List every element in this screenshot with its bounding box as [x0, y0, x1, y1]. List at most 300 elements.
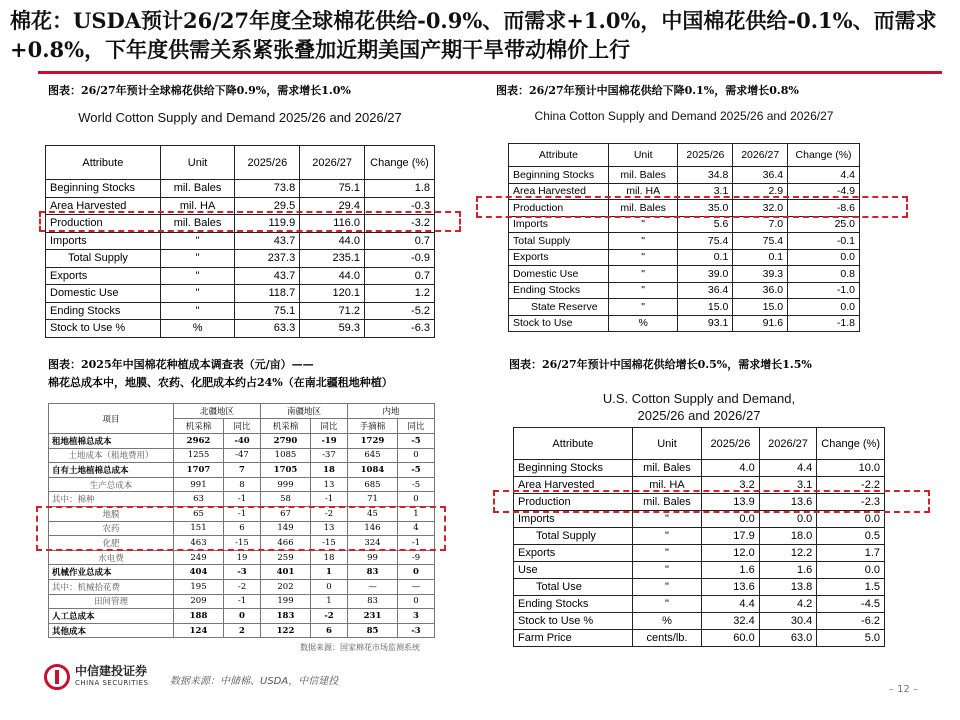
row-unit: mil. Bales	[632, 494, 701, 511]
cost-value: 6	[311, 623, 348, 638]
value-2025-26: 13.9	[702, 494, 760, 511]
cost-value: 0	[224, 609, 261, 624]
cost-subheader: 手摘棉	[347, 419, 397, 434]
world-production-highlight	[39, 211, 461, 232]
cost-value: 199	[260, 594, 310, 609]
cost-value: -40	[224, 434, 261, 449]
row-unit: "	[608, 249, 678, 266]
value-change: -2.2	[817, 477, 885, 494]
value-change: -3.2	[364, 215, 434, 233]
value-change: 1.8	[364, 180, 434, 198]
cost-value: 1	[398, 506, 435, 521]
value-change: -0.9	[364, 250, 434, 268]
row-unit: "	[632, 596, 701, 613]
row-unit: "	[632, 579, 701, 596]
cost-value: 45	[347, 506, 397, 521]
row-unit: "	[608, 282, 678, 299]
cost-value: 1255	[174, 448, 224, 463]
row-attribute: Imports	[514, 511, 633, 528]
us-table-title	[513, 390, 885, 424]
row-unit: mil. Bales	[160, 215, 235, 233]
row-unit: "	[608, 299, 678, 316]
row-attribute: Ending Stocks	[514, 596, 633, 613]
table-row	[49, 565, 435, 580]
cost-value: 2	[224, 623, 261, 638]
table-row	[514, 511, 885, 528]
value-2026-27: 75.1	[300, 180, 365, 198]
cost-value: 202	[260, 579, 310, 594]
table-row	[46, 232, 435, 250]
cost-subheader: 同比	[398, 419, 435, 434]
row-unit: mil. HA	[608, 183, 678, 200]
value-2025-26: 75.4	[678, 233, 733, 250]
table-row	[46, 180, 435, 198]
cost-value: -1	[398, 536, 435, 551]
row-unit: "	[608, 216, 678, 233]
cost-value: 1085	[260, 448, 310, 463]
column-header: 2025/26	[678, 144, 733, 167]
cost-value: 18	[311, 550, 348, 565]
row-attribute: Exports	[46, 267, 161, 285]
column-header: Change (%)	[788, 144, 860, 167]
cost-subheader: 同比	[311, 419, 348, 434]
column-header: Unit	[632, 428, 701, 460]
table-row	[49, 550, 435, 565]
cost-value: 4	[398, 521, 435, 536]
column-header: Attribute	[509, 144, 609, 167]
value-2025-26: 43.7	[235, 232, 300, 250]
cost-value: 463	[174, 536, 224, 551]
cost-value: 1705	[260, 463, 310, 478]
cost-row-label: 其中：棉种	[49, 492, 174, 507]
cost-value: 0	[398, 594, 435, 609]
value-2025-26: 3.1	[678, 183, 733, 200]
row-attribute: Domestic Use	[509, 266, 609, 283]
cost-value: 1707	[174, 463, 224, 478]
row-unit: %	[160, 320, 235, 338]
table-row	[514, 562, 885, 579]
value-2026-27: 36.0	[733, 282, 788, 299]
cost-value: 99	[347, 550, 397, 565]
row-attribute: Stock to Use %	[514, 613, 633, 630]
table-row	[46, 267, 435, 285]
cost-value: 63	[174, 492, 224, 507]
cost-value: 1729	[347, 434, 397, 449]
world-caption: 图表：26/27年预计全球棉花供给下降0.9%，需求增长1.0%	[48, 84, 351, 97]
row-unit: mil. HA	[632, 477, 701, 494]
cost-value: -15	[311, 536, 348, 551]
cost-row-label: 机械作业总成本	[49, 565, 174, 580]
cost-value: -37	[311, 448, 348, 463]
cost-value: 6	[224, 521, 261, 536]
cost-value: 149	[260, 521, 310, 536]
logo-en: CHINA SECURITIES	[75, 679, 149, 687]
cost-value: -5	[398, 477, 435, 492]
value-2025-26: 43.7	[235, 267, 300, 285]
value-2025-26: 39.0	[678, 266, 733, 283]
cost-row-label: 其中：机械拾花费	[49, 579, 174, 594]
cost-value: -1	[311, 492, 348, 507]
title-divider	[38, 71, 942, 74]
value-2026-27: 116.0	[300, 215, 365, 233]
cost-value: -3	[224, 565, 261, 580]
cost-value: 466	[260, 536, 310, 551]
table-row	[514, 545, 885, 562]
value-2025-26: 1.6	[702, 562, 760, 579]
column-header: 2025/26	[702, 428, 760, 460]
value-2026-27: 44.0	[300, 267, 365, 285]
cost-value: 13	[311, 521, 348, 536]
cost-value: 1084	[347, 463, 397, 478]
china-caption: 图表：26/27年预计中国棉花供给下降0.1%，需求增长0.8%	[496, 84, 799, 97]
cost-value: 2790	[260, 434, 310, 449]
cost-row-label: 生产总成本	[49, 477, 174, 492]
cost-value: -3	[398, 623, 435, 638]
value-2025-26: 3.2	[702, 477, 760, 494]
cost-region-header: 北疆地区	[174, 404, 261, 419]
value-2025-26: 15.0	[678, 299, 733, 316]
value-2026-27: 75.4	[733, 233, 788, 250]
table-row	[49, 448, 435, 463]
value-2026-27: 0.0	[759, 511, 817, 528]
cost-value: 71	[347, 492, 397, 507]
logo-cn: 中信建投证券	[75, 664, 148, 678]
column-header: 2026/27	[759, 428, 817, 460]
value-2025-26: 29.5	[235, 197, 300, 215]
cost-region-header: 内地	[347, 404, 434, 419]
row-attribute: Production	[46, 215, 161, 233]
cost-value: 685	[347, 477, 397, 492]
row-attribute: Stock to Use	[509, 315, 609, 332]
cost-value: 83	[347, 565, 397, 580]
row-unit: mil. Bales	[608, 200, 678, 217]
row-attribute: Area Harvested	[514, 477, 633, 494]
column-header: Unit	[160, 146, 235, 180]
cost-value: 58	[260, 492, 310, 507]
value-2025-26: 17.9	[702, 528, 760, 545]
row-attribute: Imports	[509, 216, 609, 233]
table-row	[49, 477, 435, 492]
value-2026-27: 0.1	[733, 249, 788, 266]
cost-value: -5	[398, 434, 435, 449]
value-change: 0.8	[788, 266, 860, 283]
value-2026-27: 15.0	[733, 299, 788, 316]
value-2025-26: 237.3	[235, 250, 300, 268]
cost-value: 8	[224, 477, 261, 492]
row-attribute: Domestic Use	[46, 285, 161, 303]
value-2025-26: 119.9	[235, 215, 300, 233]
cost-value: -1	[224, 594, 261, 609]
us-production-highlight	[493, 490, 930, 513]
cost-value: 0	[311, 579, 348, 594]
cost-value: 324	[347, 536, 397, 551]
value-2026-27: 3.1	[759, 477, 817, 494]
cost-caption-2: 棉花总成本中，地膜、农药、化肥成本约占24%（在南北疆租地种植）	[48, 376, 393, 389]
row-attribute: Use	[514, 562, 633, 579]
cost-value: 195	[174, 579, 224, 594]
cost-row-label: 租地植棉总成本	[49, 434, 174, 449]
value-2026-27: 12.2	[759, 545, 817, 562]
value-2025-26: 34.8	[678, 167, 733, 184]
value-2025-26: 75.1	[235, 302, 300, 320]
cost-value: 151	[174, 521, 224, 536]
column-header: Change (%)	[817, 428, 885, 460]
value-2026-27: 235.1	[300, 250, 365, 268]
value-change: -4.5	[817, 596, 885, 613]
cost-value: 249	[174, 550, 224, 565]
cost-value: 0	[398, 492, 435, 507]
table-row	[509, 315, 860, 332]
cost-value: 67	[260, 506, 310, 521]
cost-subheader: 机采棉	[260, 419, 310, 434]
cost-value: 122	[260, 623, 310, 638]
cost-value: 209	[174, 594, 224, 609]
cost-value: 13	[311, 477, 348, 492]
row-unit: "	[160, 267, 235, 285]
value-2026-27: 1.6	[759, 562, 817, 579]
row-unit: "	[632, 528, 701, 545]
cost-source: 数据来源：国家棉花市场监测系统	[300, 643, 420, 652]
row-unit: "	[160, 285, 235, 303]
table-row	[509, 216, 860, 233]
value-change: 0.0	[788, 299, 860, 316]
value-2026-27: 91.6	[733, 315, 788, 332]
us-supply-table	[513, 427, 885, 647]
cost-value: 18	[311, 463, 348, 478]
value-2025-26: 13.6	[702, 579, 760, 596]
row-unit: "	[632, 511, 701, 528]
cost-value: -47	[224, 448, 261, 463]
value-2025-26: 0.0	[702, 511, 760, 528]
table-row	[514, 579, 885, 596]
cost-value: —	[398, 579, 435, 594]
cost-value: 404	[174, 565, 224, 580]
cost-inputs-highlight	[36, 506, 446, 551]
value-change: 25.0	[788, 216, 860, 233]
value-2025-26: 5.6	[678, 216, 733, 233]
value-change: 0.5	[817, 528, 885, 545]
row-attribute: Exports	[509, 249, 609, 266]
value-change: -0.3	[364, 197, 434, 215]
value-2026-27: 2.9	[733, 183, 788, 200]
value-2025-26: 35.0	[678, 200, 733, 217]
row-unit: %	[632, 613, 701, 630]
value-2025-26: 12.0	[702, 545, 760, 562]
table-row	[49, 492, 435, 507]
table-row	[46, 250, 435, 268]
value-change: -6.3	[364, 320, 434, 338]
cost-row-label: 地膜	[49, 506, 174, 521]
row-attribute: Imports	[46, 232, 161, 250]
us-table-title-line2: 2025/26 and 2026/27	[637, 408, 761, 423]
table-row	[49, 609, 435, 624]
value-change: -1.8	[788, 315, 860, 332]
value-2026-27: 4.4	[759, 460, 817, 477]
row-attribute: Production	[509, 200, 609, 217]
china-table-title: China Cotton Supply and Demand 2025/26 and 2026/27	[534, 109, 834, 123]
row-unit: "	[608, 233, 678, 250]
cost-row-label: 人工总成本	[49, 609, 174, 624]
row-attribute: Production	[514, 494, 633, 511]
cost-value: 3	[398, 609, 435, 624]
row-attribute: Ending Stocks	[509, 282, 609, 299]
value-change: 0.0	[817, 511, 885, 528]
value-2026-27: 29.4	[300, 197, 365, 215]
value-2026-27: 44.0	[300, 232, 365, 250]
column-header: Attribute	[514, 428, 633, 460]
value-2025-26: 4.0	[702, 460, 760, 477]
cost-value: 0	[398, 448, 435, 463]
row-attribute: Area Harvested	[509, 183, 609, 200]
table-row	[514, 460, 885, 477]
value-change: 0.0	[817, 562, 885, 579]
cost-row-label: 田间管理	[49, 594, 174, 609]
table-row	[46, 302, 435, 320]
cost-value: 7	[224, 463, 261, 478]
cost-row-label: 土地成本（租地费用）	[49, 448, 174, 463]
row-unit: "	[632, 562, 701, 579]
row-unit: "	[160, 250, 235, 268]
row-unit: "	[608, 266, 678, 283]
cost-caption-1: 图表：2025年中国棉花种植成本调查表（元/亩）——	[48, 358, 314, 371]
column-header: 2025/26	[235, 146, 300, 180]
table-row	[49, 594, 435, 609]
value-change: -1.0	[788, 282, 860, 299]
cost-value: 19	[224, 550, 261, 565]
table-row	[49, 579, 435, 594]
table-row	[509, 282, 860, 299]
row-attribute: Beginning Stocks	[509, 167, 609, 184]
value-2025-26: 60.0	[702, 630, 760, 647]
table-row	[514, 596, 885, 613]
page-number: – 12 –	[888, 684, 918, 695]
cost-value: —	[347, 579, 397, 594]
us-caption: 图表：26/27年预计中国棉花供给增长0.5%，需求增长1.5%	[509, 358, 812, 371]
cost-subheader: 机采棉	[174, 419, 224, 434]
value-2026-27: 39.3	[733, 266, 788, 283]
row-unit: mil. Bales	[608, 167, 678, 184]
value-2025-26: 73.8	[235, 180, 300, 198]
value-2025-26: 118.7	[235, 285, 300, 303]
cost-value: 999	[260, 477, 310, 492]
row-unit: "	[160, 302, 235, 320]
value-change: -4.9	[788, 183, 860, 200]
value-change: 0.7	[364, 232, 434, 250]
cost-value: -9	[398, 550, 435, 565]
cost-row-label: 水电费	[49, 550, 174, 565]
value-2026-27: 30.4	[759, 613, 817, 630]
cost-value: -15	[224, 536, 261, 551]
value-change: 1.7	[817, 545, 885, 562]
cost-value: -5	[398, 463, 435, 478]
value-change: 1.2	[364, 285, 434, 303]
cost-value: 259	[260, 550, 310, 565]
value-2026-27: 13.8	[759, 579, 817, 596]
table-row	[514, 630, 885, 647]
row-attribute: Area Harvested	[46, 197, 161, 215]
cost-value: -1	[224, 492, 261, 507]
cost-header-item: 项目	[49, 404, 174, 434]
value-change: -5.2	[364, 302, 434, 320]
cost-value: -2	[224, 579, 261, 594]
cost-value: -1	[224, 506, 261, 521]
table-row	[509, 299, 860, 316]
cost-value: 124	[174, 623, 224, 638]
cost-value: 401	[260, 565, 310, 580]
value-change: 0.7	[364, 267, 434, 285]
table-row	[509, 266, 860, 283]
column-header: Unit	[608, 144, 678, 167]
company-logo	[44, 664, 148, 690]
column-header: Change (%)	[364, 146, 434, 180]
table-row	[509, 167, 860, 184]
world-supply-table	[45, 145, 435, 338]
china-supply-table	[508, 143, 860, 332]
row-attribute: Total Supply	[514, 528, 633, 545]
row-unit: %	[608, 315, 678, 332]
cost-value: 991	[174, 477, 224, 492]
cost-row-label: 化肥	[49, 536, 174, 551]
cost-value: 1	[311, 565, 348, 580]
cost-value: 146	[347, 521, 397, 536]
value-change: 0.0	[788, 249, 860, 266]
cost-value: 65	[174, 506, 224, 521]
cost-value: 2962	[174, 434, 224, 449]
value-2026-27: 18.0	[759, 528, 817, 545]
value-change: -8.6	[788, 200, 860, 217]
cost-row-label: 自有土地植棉总成本	[49, 463, 174, 478]
column-header: 2026/27	[733, 144, 788, 167]
table-row	[49, 434, 435, 449]
row-attribute: Stock to Use %	[46, 320, 161, 338]
row-attribute: Ending Stocks	[46, 302, 161, 320]
value-2026-27: 4.2	[759, 596, 817, 613]
cost-row-label: 其他成本	[49, 623, 174, 638]
row-unit: mil. Bales	[160, 180, 235, 198]
value-2025-26: 63.3	[235, 320, 300, 338]
china-production-highlight	[476, 196, 908, 218]
value-2026-27: 32.0	[733, 200, 788, 217]
logo-mark-icon	[44, 664, 70, 690]
us-table-title-line1: U.S. Cotton Supply and Demand,	[602, 391, 796, 406]
column-header: 2026/27	[300, 146, 365, 180]
table-row	[509, 233, 860, 250]
world-table-title: World Cotton Supply and Demand 2025/26 and 2026/27	[78, 110, 402, 125]
table-row	[514, 613, 885, 630]
row-attribute: Farm Price	[514, 630, 633, 647]
cost-row-label: 农药	[49, 521, 174, 536]
value-2025-26: 4.4	[702, 596, 760, 613]
cost-subheader: 同比	[224, 419, 261, 434]
row-attribute: Total Supply	[46, 250, 161, 268]
value-2026-27: 63.0	[759, 630, 817, 647]
value-2025-26: 36.4	[678, 282, 733, 299]
value-2025-26: 93.1	[678, 315, 733, 332]
column-header: Attribute	[46, 146, 161, 180]
row-attribute: Beginning Stocks	[514, 460, 633, 477]
row-unit: "	[632, 545, 701, 562]
cost-region-header: 南疆地区	[260, 404, 347, 419]
value-2025-26: 32.4	[702, 613, 760, 630]
value-change: -2.3	[817, 494, 885, 511]
row-attribute: Total Supply	[509, 233, 609, 250]
value-change: 10.0	[817, 460, 885, 477]
row-attribute: Total Use	[514, 579, 633, 596]
cost-value: 85	[347, 623, 397, 638]
value-2026-27: 7.0	[733, 216, 788, 233]
cost-value: -2	[311, 506, 348, 521]
table-row	[514, 528, 885, 545]
